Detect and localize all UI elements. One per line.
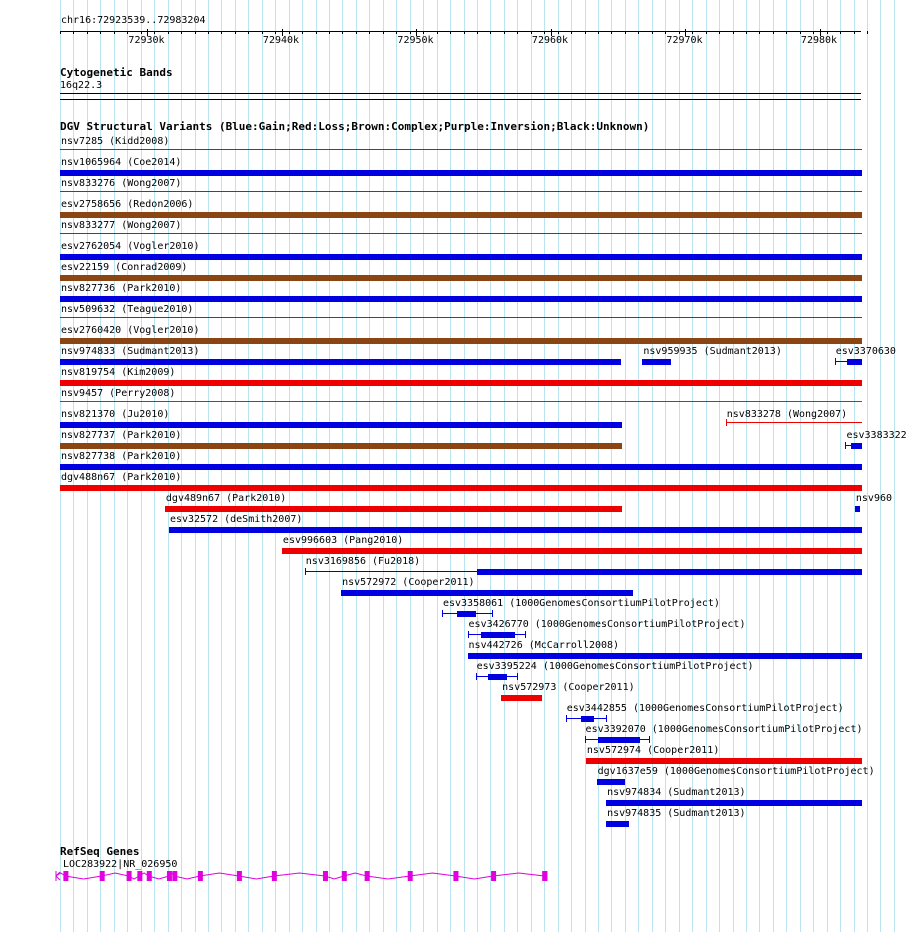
- cytoband-line-top[interactable]: [60, 93, 861, 94]
- variant-bar[interactable]: [60, 422, 622, 428]
- variant-bar[interactable]: [60, 338, 862, 344]
- variant-line[interactable]: [60, 233, 862, 234]
- ruler-minor-tick: [652, 31, 653, 34]
- ruler-minor-tick: [383, 31, 384, 34]
- ruler-minor-tick: [531, 31, 532, 34]
- variant-bar[interactable]: [60, 170, 862, 176]
- variant-line[interactable]: [60, 401, 862, 402]
- refseq-exon[interactable]: [137, 871, 142, 881]
- ruler-minor-tick: [100, 31, 101, 34]
- ruler-minor-tick: [437, 31, 438, 34]
- variant-core-bar[interactable]: [598, 737, 640, 743]
- variant-label: nsv442726 (McCarroll2008): [468, 640, 620, 651]
- refseq-strand-arrow: [56, 872, 60, 880]
- refseq-exon[interactable]: [272, 871, 277, 881]
- variant-label: nsv572974 (Cooper2011): [586, 745, 720, 756]
- variant-label: nsv833276 (Wong2007): [61, 178, 182, 189]
- variant-label: dgv1637e59 (1000GenomesConsortiumPilotProject): [597, 766, 875, 777]
- ruler-minor-tick: [235, 31, 236, 34]
- ruler-minor-tick: [679, 31, 680, 34]
- refseq-exon[interactable]: [342, 871, 347, 881]
- variant-label: nsv974834 (Sudmant2013): [607, 787, 746, 798]
- variant-core-bar[interactable]: [851, 443, 862, 449]
- ruler-minor-tick: [692, 31, 693, 34]
- ruler-minor-tick: [356, 31, 357, 34]
- variant-label: esv3426770 (1000GenomesConsortiumPilotProject): [468, 619, 746, 630]
- ruler-minor-tick: [73, 31, 74, 34]
- ruler-minor-tick: [867, 31, 868, 34]
- refseq-exon[interactable]: [63, 871, 68, 881]
- variant-label: esv22159 (Conrad2009): [61, 262, 188, 273]
- variant-label: nsv3169856 (Fu2018): [305, 556, 421, 567]
- variant-bar[interactable]: [282, 548, 862, 554]
- ruler-minor-tick: [262, 31, 263, 34]
- variant-bar[interactable]: [60, 275, 862, 281]
- ruler-minor-tick: [114, 31, 115, 34]
- ruler-minor-tick: [558, 31, 559, 34]
- variant-bar[interactable]: [468, 653, 862, 659]
- variant-end-cap[interactable]: [835, 358, 836, 365]
- refseq-exon[interactable]: [408, 871, 413, 881]
- variant-end-cap[interactable]: [845, 442, 846, 449]
- ruler-minor-tick: [195, 31, 196, 34]
- ruler-minor-tick: [786, 31, 787, 34]
- variant-label: nsv821370 (Ju2010): [61, 409, 170, 420]
- variant-label: esv2762054 (Vogler2010): [61, 241, 200, 252]
- variant-bar[interactable]: [60, 380, 862, 386]
- variant-label: esv3383322: [846, 430, 907, 441]
- ruler-minor-tick: [773, 31, 774, 34]
- variant-label: nsv572973 (Cooper2011): [502, 682, 635, 693]
- refseq-track-title: RefSeq Genes: [60, 845, 140, 858]
- cytoband-label: 16q22.3: [60, 80, 103, 91]
- ruler-tick-label: 72970k: [666, 35, 703, 46]
- refseq-exon[interactable]: [100, 871, 105, 881]
- ruler-minor-tick: [706, 31, 707, 34]
- ruler-minor-tick: [221, 31, 222, 34]
- gridline: [880, 0, 881, 932]
- variant-end-cap[interactable]: [726, 419, 727, 426]
- ruler-minor-tick: [369, 31, 370, 34]
- variant-core-bar[interactable]: [481, 632, 515, 638]
- variant-bar[interactable]: [341, 590, 633, 596]
- variant-line[interactable]: [60, 317, 862, 318]
- refseq-exon[interactable]: [542, 871, 547, 881]
- variant-label: esv3370630: [835, 346, 896, 357]
- variant-end-cap[interactable]: [566, 715, 567, 722]
- ruler-minor-tick: [759, 31, 760, 34]
- ruler-minor-tick: [638, 31, 639, 34]
- variant-end-cap[interactable]: [442, 610, 443, 617]
- ruler-minor-tick: [719, 31, 720, 34]
- variant-line[interactable]: [60, 149, 862, 150]
- variant-bar[interactable]: [642, 359, 670, 365]
- refseq-exon[interactable]: [491, 871, 496, 881]
- cytoband-line-bottom[interactable]: [60, 99, 861, 100]
- variant-label: nsv960: [855, 493, 893, 504]
- variant-label: esv32572 (deSmith2007): [169, 514, 303, 525]
- variant-bar[interactable]: [586, 758, 862, 764]
- ruler-minor-tick: [410, 31, 411, 34]
- variant-bar[interactable]: [165, 506, 622, 512]
- ruler-minor-tick: [611, 31, 612, 34]
- ruler-minor-tick: [289, 31, 290, 34]
- ruler-minor-tick: [827, 31, 828, 34]
- ruler-minor-tick: [275, 31, 276, 34]
- refseq-exon[interactable]: [365, 871, 370, 881]
- variant-label: nsv974833 (Sudmant2013): [61, 346, 200, 357]
- ruler-minor-tick: [477, 31, 478, 34]
- ruler-minor-tick: [490, 31, 491, 34]
- ruler-minor-tick: [329, 31, 330, 34]
- cytoband-track-title: Cytogenetic Bands: [60, 66, 173, 79]
- refseq-exon[interactable]: [127, 871, 132, 881]
- variant-label: nsv974835 (Sudmant2013): [607, 808, 746, 819]
- variant-core-bar[interactable]: [477, 569, 862, 575]
- variant-label: nsv827736 (Park2010): [61, 283, 182, 294]
- variant-end-cap[interactable]: [492, 610, 493, 617]
- variant-label: nsv9457 (Perry2008): [61, 388, 176, 399]
- variant-bar[interactable]: [169, 527, 862, 533]
- refseq-exon[interactable]: [453, 871, 458, 881]
- variant-end-cap[interactable]: [606, 715, 607, 722]
- variant-end-cap[interactable]: [585, 736, 586, 743]
- variant-end-cap[interactable]: [476, 673, 477, 680]
- refseq-exon[interactable]: [147, 871, 152, 881]
- ruler-tick-label: 72980k: [800, 35, 838, 46]
- ruler-minor-tick: [733, 31, 734, 34]
- variant-label: nsv7285 (Kidd2008): [61, 136, 170, 147]
- ruler-minor-tick: [598, 31, 599, 34]
- ruler-minor-tick: [302, 31, 303, 34]
- variant-bar[interactable]: [60, 254, 862, 260]
- ruler-minor-tick: [585, 31, 586, 34]
- gridline: [867, 0, 868, 932]
- ruler-minor-tick: [316, 31, 317, 34]
- ruler-minor-tick: [423, 31, 424, 34]
- variant-bar[interactable]: [60, 296, 862, 302]
- variant-bar[interactable]: [855, 506, 860, 512]
- variant-bar[interactable]: [597, 779, 625, 785]
- variant-label: nsv833277 (Wong2007): [61, 220, 182, 231]
- variant-bar[interactable]: [60, 359, 621, 365]
- ruler-position-label: chr16:72923539..72983204: [61, 15, 206, 26]
- variant-label: esv3392070 (1000GenomesConsortiumPilotProject): [585, 724, 863, 735]
- ruler-minor-tick: [248, 31, 249, 34]
- ruler-minor-tick: [154, 31, 155, 34]
- variant-label: nsv827738 (Park2010): [61, 451, 182, 462]
- variant-label: nsv572972 (Cooper2011): [342, 577, 475, 588]
- variant-label: dgv488n67 (Park2010): [61, 472, 182, 483]
- ruler-minor-tick: [396, 31, 397, 34]
- variant-bar[interactable]: [60, 464, 862, 470]
- variant-bar[interactable]: [60, 212, 862, 218]
- ruler-minor-tick: [141, 31, 142, 34]
- ruler-minor-tick: [87, 31, 88, 34]
- variant-end-cap[interactable]: [305, 568, 306, 575]
- variant-label: nsv509632 (Teague2010): [61, 304, 194, 315]
- refseq-exon[interactable]: [198, 871, 203, 881]
- variant-label: dgv489n67 (Park2010): [165, 493, 287, 504]
- ruler-minor-tick: [60, 31, 61, 34]
- ruler-minor-tick: [840, 31, 841, 34]
- variant-label: esv3442855 (1000GenomesConsortiumPilotProject): [566, 703, 844, 714]
- variant-bar[interactable]: [606, 800, 862, 806]
- ruler-minor-tick: [544, 31, 545, 34]
- variant-label: nsv819754 (Kim2009): [61, 367, 176, 378]
- variant-label: nsv827737 (Park2010): [61, 430, 182, 441]
- dgv-track-title: DGV Structural Variants (Blue:Gain;Red:Loss;Brown:Complex;Purple:Inversion;Black:Unknown): [60, 120, 650, 133]
- ruler-minor-tick: [665, 31, 666, 34]
- ruler-minor-tick: [450, 31, 451, 34]
- ruler-minor-tick: [208, 31, 209, 34]
- variant-label: esv2760420 (Vogler2010): [61, 325, 200, 336]
- ruler-minor-tick: [571, 31, 572, 34]
- ruler-minor-tick: [342, 31, 343, 34]
- ruler-minor-tick: [168, 31, 169, 34]
- variant-core-bar[interactable]: [847, 359, 862, 365]
- variant-end-cap[interactable]: [525, 631, 526, 638]
- refseq-exon[interactable]: [167, 871, 172, 881]
- ruler-tick-label: 72930k: [128, 35, 165, 46]
- variant-core-bar[interactable]: [488, 674, 507, 680]
- refseq-exon[interactable]: [237, 871, 242, 881]
- variant-label: nsv1065964 (Coe2014): [61, 157, 182, 168]
- refseq-gene-label: LOC283922|NR_026950: [63, 859, 178, 870]
- ruler-tick-label: 72950k: [397, 35, 434, 46]
- ruler-minor-tick: [504, 31, 505, 34]
- refseq-exon[interactable]: [323, 871, 328, 881]
- ruler-minor-tick: [746, 31, 747, 34]
- variant-bar[interactable]: [606, 821, 629, 827]
- ruler-minor-tick: [813, 31, 814, 34]
- variant-bar[interactable]: [501, 695, 541, 701]
- ruler-minor-tick: [800, 31, 801, 34]
- variant-end-cap[interactable]: [649, 736, 650, 743]
- variant-label: nsv833278 (Wong2007): [726, 409, 848, 420]
- variant-bar[interactable]: [60, 485, 862, 491]
- variant-label: esv2758656 (Redon2006): [61, 199, 194, 210]
- ruler-tick-label: 72940k: [262, 35, 300, 46]
- refseq-gene-svg[interactable]: [0, 867, 890, 887]
- ruler-minor-tick: [517, 31, 518, 34]
- gridline: [894, 0, 895, 932]
- variant-label: nsv959935 (Sudmant2013): [643, 346, 782, 357]
- variant-line[interactable]: [726, 422, 862, 423]
- variant-core-bar[interactable]: [457, 611, 476, 617]
- ruler-minor-tick: [464, 31, 465, 34]
- ruler-minor-tick: [625, 31, 626, 34]
- refseq-exon[interactable]: [172, 871, 177, 881]
- variant-end-cap[interactable]: [517, 673, 518, 680]
- variant-end-cap[interactable]: [468, 631, 469, 638]
- ruler-minor-tick: [127, 31, 128, 34]
- variant-core-bar[interactable]: [581, 716, 594, 722]
- variant-label: esv3358061 (1000GenomesConsortiumPilotProject): [442, 598, 720, 609]
- variant-label: esv3395224 (1000GenomesConsortiumPilotProject): [476, 661, 754, 672]
- ruler-tick-label: 72960k: [531, 35, 569, 46]
- ruler-minor-tick: [854, 31, 855, 34]
- ruler-minor-tick: [181, 31, 182, 34]
- variant-line[interactable]: [60, 191, 862, 192]
- variant-label: esv996603 (Pang2010): [282, 535, 404, 546]
- variant-bar[interactable]: [60, 443, 622, 449]
